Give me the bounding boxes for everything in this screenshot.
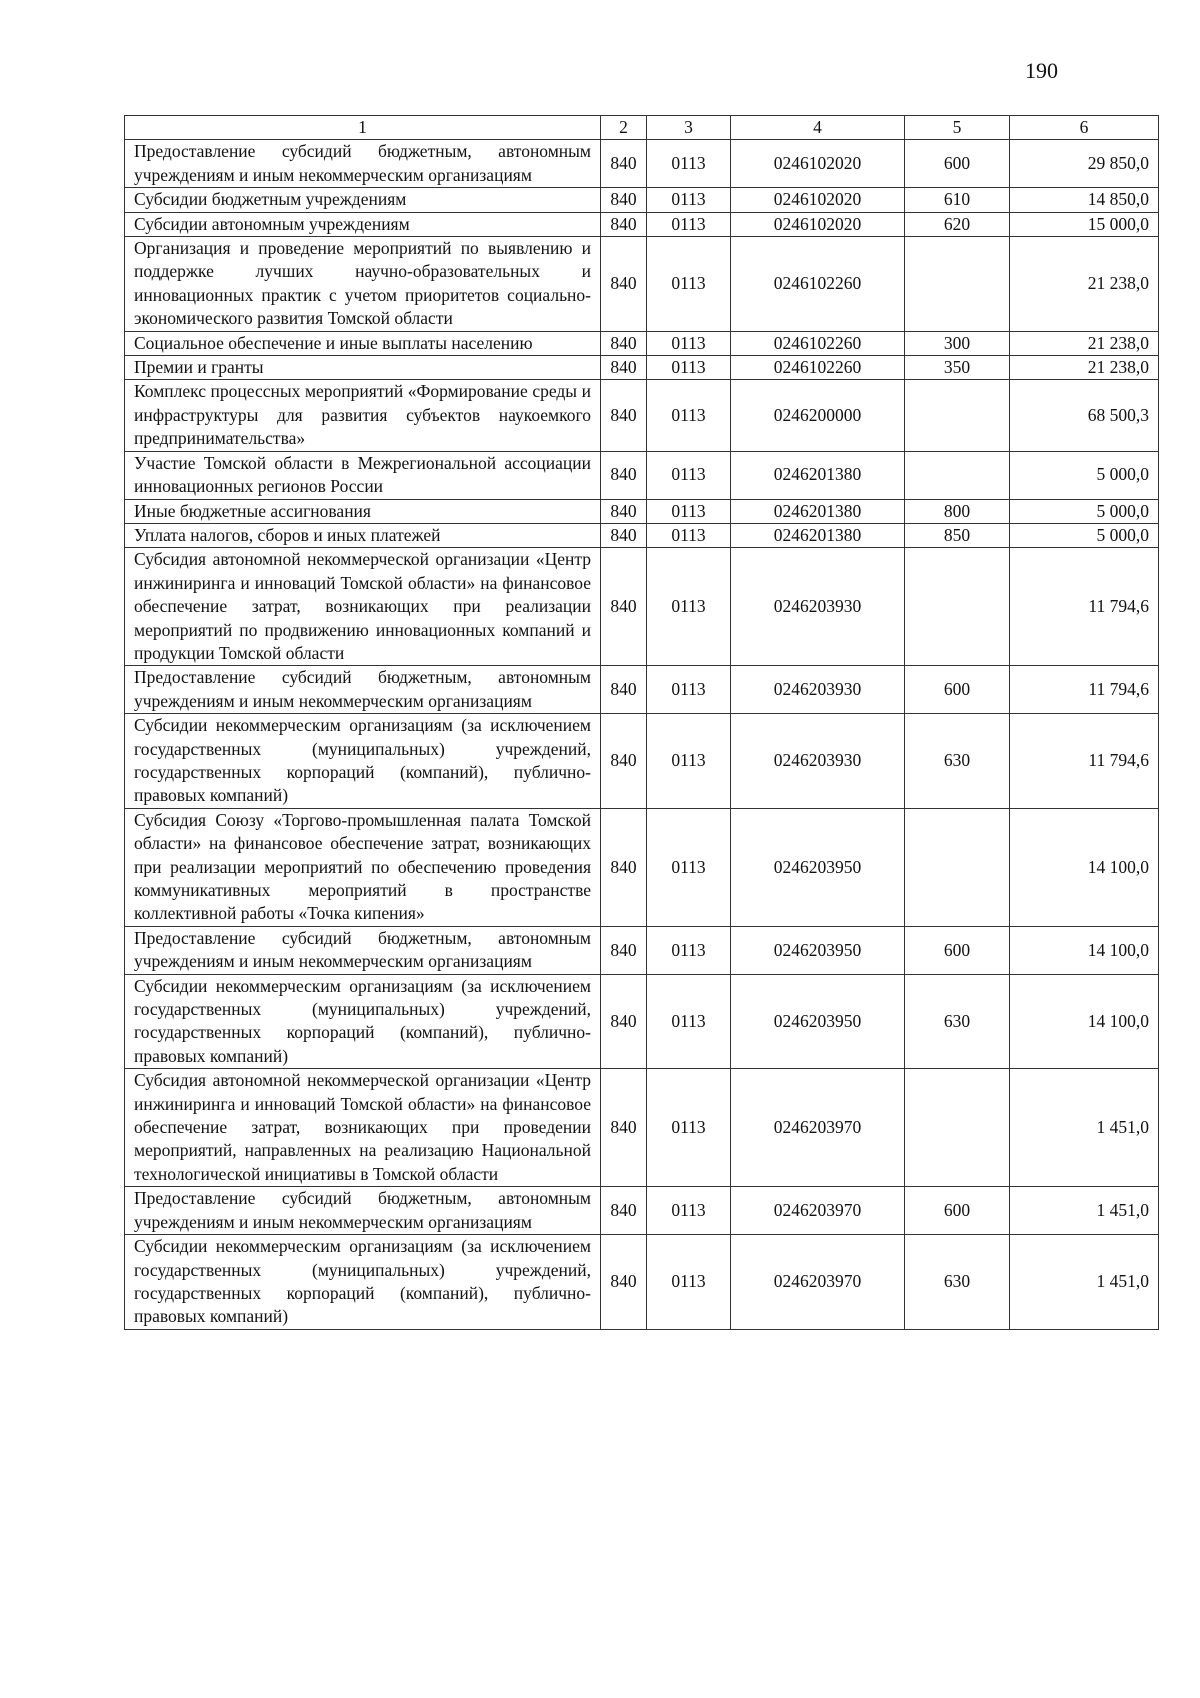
row-section-cell: 0113 xyxy=(647,974,731,1069)
row-vr-cell: 600 xyxy=(905,926,1010,974)
row-amount-cell: 14 850,0 xyxy=(1010,188,1159,212)
row-section-cell: 0113 xyxy=(647,451,731,499)
column-header-1: 1 xyxy=(125,116,601,140)
table-row xyxy=(125,1069,1159,1187)
table-row xyxy=(125,714,1159,809)
row-vr-cell: 620 xyxy=(905,212,1010,236)
row-csr-cell: 0246203930 xyxy=(731,666,905,714)
row-vr-cell: 600 xyxy=(905,1187,1010,1235)
table-row xyxy=(125,666,1159,714)
row-name-cell: Субсидии некоммерческим организациям (за исключением государственных (муниципальных) учреждений, государственных корпораций (компаний), публично-правовых компаний) xyxy=(125,714,601,809)
row-csr-cell: 0246200000 xyxy=(731,380,905,451)
row-name-cell: Предоставление субсидий бюджетным, автономным учреждениям и иным некоммерческим организациям xyxy=(125,666,601,714)
table-row xyxy=(125,974,1159,1069)
row-section-cell: 0113 xyxy=(647,1235,731,1330)
row-csr-cell: 0246201380 xyxy=(731,451,905,499)
table-row xyxy=(125,237,1159,332)
row-section-cell: 0113 xyxy=(647,188,731,212)
row-vr-cell xyxy=(905,451,1010,499)
row-name-cell: Предоставление субсидий бюджетным, автономным учреждениям и иным некоммерческим организациям xyxy=(125,140,601,188)
row-vr-cell: 850 xyxy=(905,523,1010,547)
row-amount-cell: 15 000,0 xyxy=(1010,212,1159,236)
row-grbs-cell: 840 xyxy=(601,523,647,547)
row-section-cell: 0113 xyxy=(647,380,731,451)
row-section-cell: 0113 xyxy=(647,666,731,714)
row-csr-cell: 0246203930 xyxy=(731,714,905,809)
row-csr-cell: 0246203930 xyxy=(731,548,905,666)
row-name-cell: Субсидии некоммерческим организациям (за исключением государственных (муниципальных) учреждений, государственных корпораций (компаний), публично-правовых компаний) xyxy=(125,1235,601,1330)
table-row xyxy=(125,451,1159,499)
row-csr-cell: 0246203950 xyxy=(731,974,905,1069)
row-amount-cell: 1 451,0 xyxy=(1010,1235,1159,1330)
row-vr-cell: 350 xyxy=(905,356,1010,380)
row-name-cell: Субсидия автономной некоммерческой организации «Центр инжиниринга и инноваций Томской области» на финансовое обеспечение затрат, возникающих при реализации мероприятий по продвижению инновационных компаний и продукции Томской области xyxy=(125,548,601,666)
table-row xyxy=(125,548,1159,666)
row-amount-cell: 14 100,0 xyxy=(1010,808,1159,926)
row-grbs-cell: 840 xyxy=(601,356,647,380)
row-grbs-cell: 840 xyxy=(601,1235,647,1330)
page-number: 190 xyxy=(1025,58,1058,83)
row-grbs-cell: 840 xyxy=(601,212,647,236)
row-grbs-cell: 840 xyxy=(601,1187,647,1235)
row-grbs-cell: 840 xyxy=(601,499,647,523)
row-section-cell: 0113 xyxy=(647,331,731,355)
row-name-cell: Субсидии бюджетным учреждениям xyxy=(125,188,601,212)
table-row xyxy=(125,140,1159,188)
row-amount-cell: 11 794,6 xyxy=(1010,548,1159,666)
row-section-cell: 0113 xyxy=(647,499,731,523)
row-section-cell: 0113 xyxy=(647,548,731,666)
row-csr-cell: 0246203970 xyxy=(731,1235,905,1330)
row-amount-cell: 21 238,0 xyxy=(1010,331,1159,355)
row-grbs-cell: 840 xyxy=(601,237,647,332)
row-name-cell: Социальное обеспечение и иные выплаты населению xyxy=(125,331,601,355)
row-vr-cell: 630 xyxy=(905,974,1010,1069)
row-vr-cell xyxy=(905,548,1010,666)
row-name-cell: Предоставление субсидий бюджетным, автономным учреждениям и иным некоммерческим организациям xyxy=(125,926,601,974)
row-amount-cell: 5 000,0 xyxy=(1010,523,1159,547)
table-body xyxy=(125,140,1159,1329)
row-name-cell: Премии и гранты xyxy=(125,356,601,380)
row-vr-cell xyxy=(905,380,1010,451)
row-csr-cell: 0246102020 xyxy=(731,188,905,212)
table-row xyxy=(125,380,1159,451)
row-name-cell: Предоставление субсидий бюджетным, автономным учреждениям и иным некоммерческим организациям xyxy=(125,1187,601,1235)
row-section-cell: 0113 xyxy=(647,808,731,926)
row-amount-cell: 14 100,0 xyxy=(1010,926,1159,974)
row-section-cell: 0113 xyxy=(647,140,731,188)
row-csr-cell: 0246203970 xyxy=(731,1187,905,1235)
row-section-cell: 0113 xyxy=(647,523,731,547)
row-csr-cell: 0246203950 xyxy=(731,926,905,974)
table-row xyxy=(125,499,1159,523)
row-amount-cell: 11 794,6 xyxy=(1010,714,1159,809)
row-grbs-cell: 840 xyxy=(601,451,647,499)
table-row xyxy=(125,1235,1159,1330)
table-row xyxy=(125,523,1159,547)
row-amount-cell: 11 794,6 xyxy=(1010,666,1159,714)
row-csr-cell: 0246203970 xyxy=(731,1069,905,1187)
table-row xyxy=(125,212,1159,236)
row-csr-cell: 0246203950 xyxy=(731,808,905,926)
row-vr-cell xyxy=(905,237,1010,332)
row-grbs-cell: 840 xyxy=(601,926,647,974)
row-vr-cell: 600 xyxy=(905,666,1010,714)
row-grbs-cell: 840 xyxy=(601,808,647,926)
column-header-6: 6 xyxy=(1010,116,1159,140)
row-section-cell: 0113 xyxy=(647,1187,731,1235)
row-vr-cell: 600 xyxy=(905,140,1010,188)
row-csr-cell: 0246102260 xyxy=(731,356,905,380)
row-vr-cell xyxy=(905,1069,1010,1187)
row-name-cell: Участие Томской области в Межрегиональной ассоциации инновационных регионов России xyxy=(125,451,601,499)
table-row xyxy=(125,1187,1159,1235)
row-csr-cell: 0246102020 xyxy=(731,140,905,188)
row-vr-cell: 800 xyxy=(905,499,1010,523)
row-name-cell: Организация и проведение мероприятий по выявлению и поддержке лучших научно-образовательных и инновационных практик с учетом приоритетов социально-экономического развития Томской области xyxy=(125,237,601,332)
row-csr-cell: 0246102020 xyxy=(731,212,905,236)
row-vr-cell: 300 xyxy=(905,331,1010,355)
row-amount-cell: 5 000,0 xyxy=(1010,451,1159,499)
row-section-cell: 0113 xyxy=(647,926,731,974)
table-row xyxy=(125,926,1159,974)
row-name-cell: Субсидия Союзу «Торгово-промышленная палата Томской области» на финансовое обеспечение затрат, возникающих при реализации мероприятий по обеспечению проведения коммуникативных мероприятий в пространстве коллективной работы «Точка кипения» xyxy=(125,808,601,926)
row-name-cell: Субсидии некоммерческим организациям (за исключением государственных (муниципальных) учреждений, государственных корпораций (компаний), публично-правовых компаний) xyxy=(125,974,601,1069)
row-grbs-cell: 840 xyxy=(601,140,647,188)
row-amount-cell: 68 500,3 xyxy=(1010,380,1159,451)
row-amount-cell: 21 238,0 xyxy=(1010,237,1159,332)
row-grbs-cell: 840 xyxy=(601,548,647,666)
row-name-cell: Иные бюджетные ассигнования xyxy=(125,499,601,523)
row-grbs-cell: 840 xyxy=(601,380,647,451)
row-amount-cell: 21 238,0 xyxy=(1010,356,1159,380)
row-name-cell: Субсидия автономной некоммерческой организации «Центр инжиниринга и инноваций Томской области» на финансовое обеспечение затрат, возникающих при проведении мероприятий, направленных на реализацию Национальной технологической инициативы в Томской области xyxy=(125,1069,601,1187)
row-grbs-cell: 840 xyxy=(601,188,647,212)
row-section-cell: 0113 xyxy=(647,237,731,332)
row-section-cell: 0113 xyxy=(647,356,731,380)
row-grbs-cell: 840 xyxy=(601,974,647,1069)
row-amount-cell: 1 451,0 xyxy=(1010,1187,1159,1235)
row-name-cell: Субсидии автономным учреждениям xyxy=(125,212,601,236)
row-amount-cell: 1 451,0 xyxy=(1010,1069,1159,1187)
row-vr-cell xyxy=(905,808,1010,926)
row-amount-cell: 5 000,0 xyxy=(1010,499,1159,523)
row-name-cell: Уплата налогов, сборов и иных платежей xyxy=(125,523,601,547)
budget-table xyxy=(124,115,1159,1330)
row-csr-cell: 0246102260 xyxy=(731,237,905,332)
table-row xyxy=(125,188,1159,212)
row-grbs-cell: 840 xyxy=(601,1069,647,1187)
row-amount-cell: 29 850,0 xyxy=(1010,140,1159,188)
row-grbs-cell: 840 xyxy=(601,714,647,809)
table-header-row xyxy=(125,116,1159,140)
column-header-5: 5 xyxy=(905,116,1010,140)
row-name-cell: Комплекс процессных мероприятий «Формирование среды и инфраструктуры для развития субъектов наукоемкого предпринимательства» xyxy=(125,380,601,451)
row-csr-cell: 0246201380 xyxy=(731,523,905,547)
row-csr-cell: 0246102260 xyxy=(731,331,905,355)
table-row xyxy=(125,331,1159,355)
row-vr-cell: 630 xyxy=(905,714,1010,809)
column-header-4: 4 xyxy=(731,116,905,140)
row-vr-cell: 630 xyxy=(905,1235,1010,1330)
table-row xyxy=(125,356,1159,380)
row-grbs-cell: 840 xyxy=(601,666,647,714)
column-header-3: 3 xyxy=(647,116,731,140)
row-amount-cell: 14 100,0 xyxy=(1010,974,1159,1069)
row-section-cell: 0113 xyxy=(647,714,731,809)
table-row xyxy=(125,808,1159,926)
row-section-cell: 0113 xyxy=(647,212,731,236)
row-grbs-cell: 840 xyxy=(601,331,647,355)
row-section-cell: 0113 xyxy=(647,1069,731,1187)
column-header-2: 2 xyxy=(601,116,647,140)
row-vr-cell: 610 xyxy=(905,188,1010,212)
row-csr-cell: 0246201380 xyxy=(731,499,905,523)
